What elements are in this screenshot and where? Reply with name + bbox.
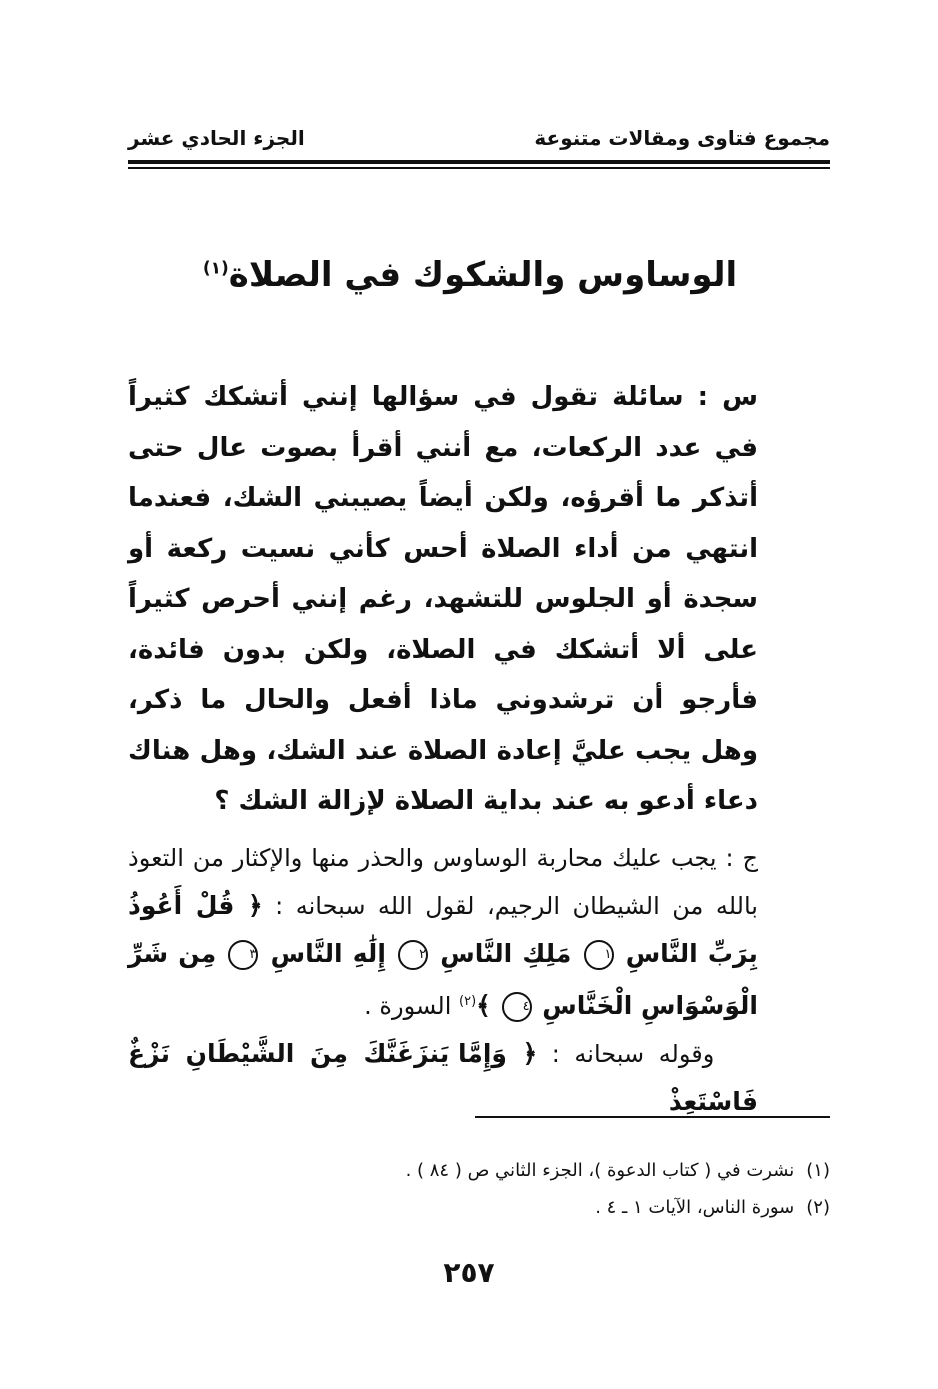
quran-open-bracket: ﴿ [247, 891, 263, 920]
header-rule-thick [128, 160, 830, 164]
question-paragraph: س : سائلة تقول في سؤالها إنني أتشكك كثيراً في عدد الركعات، مع أنني أقرأ بصوت عال حتى أتذكر ما أقرؤه، ولكن أيضاً يصيبني الشك، فعندما انتهي من أداء الصلاة أحس كأني نسيت ركعة أو سجدة أو الجلوس للتشهد، رغم إنني أحرص كثيراً على ألا أتشكك في الصلاة، ولكن بدون فائدة، فأرجو أن ترشدوني ماذا أفعل والحال ما ذكر، وهل يجب عليَّ إعادة الصلاة عند الشك، وهل هناك دعاء أدعو به عند بداية الصلاة لإزالة الشك ؟ [128, 382, 758, 816]
footnote-ref-2: (٢) [459, 994, 477, 1009]
footnote-number: (١) [806, 1160, 830, 1181]
verse-2: مَلِكِ النَّاسِ [440, 939, 572, 968]
ayah-number-4: ٤ [502, 992, 532, 1022]
ayah-number-2: ٢ [398, 940, 428, 970]
footnote-text: نشرت في ( كتاب الدعوة )، الجزء الثاني ص ( ٨٤ ) . [405, 1160, 795, 1181]
header-rule-thin [128, 167, 830, 169]
second-intro: وقوله سبحانه : [551, 1040, 715, 1068]
verse-5: وَإِمَّا يَنزَغَنَّكَ مِنَ الشَّيْطَانِ نَزْغٌ فَاسْتَعِذْ [128, 1039, 758, 1116]
page-number: ٢٥٧ [443, 1256, 495, 1289]
quran-close-bracket: ﴾ [476, 991, 491, 1020]
title-text: الوساوس والشكوك في الصلاة [228, 255, 738, 295]
footnote-2 [250, 1189, 830, 1226]
footnote-number: (٢) [806, 1197, 830, 1218]
ayah-number-1: ١ [584, 940, 614, 970]
quran-open-bracket-2: ﴿ [522, 1039, 538, 1068]
ayah-number-3: ٣ [228, 940, 258, 970]
footnote-1 [250, 1152, 830, 1189]
answer-intro: ج : يجب عليك محاربة الوساوس والحذر منها والإكثار من التعوذ بالله من الشيطان الرجيم، لقول الله سبحانه : [128, 844, 758, 920]
running-header [128, 118, 830, 158]
footnote-rule [475, 1116, 830, 1118]
footnote-text: سورة الناس، الآيات ١ ـ ٤ . [595, 1197, 795, 1218]
book-title: مجموع فتاوى ومقالات متنوعة [534, 126, 830, 150]
page-title [180, 255, 760, 295]
answer-paragraph [128, 834, 758, 1126]
volume-title: الجزء الحادي عشر [128, 126, 305, 150]
footnotes [250, 1152, 830, 1226]
verse-1: قُلْ أَعُوذُ بِرَبِّ النَّاسِ [128, 891, 758, 968]
verse-4: مِن شَرِّ الْوَسْوَاسِ الْخَنَّاسِ [128, 939, 758, 1020]
title-footnote-mark: (١) [202, 258, 229, 279]
after-quote-text: السورة . [364, 992, 452, 1020]
verse-3: إِلَٰهِ النَّاسِ [270, 939, 386, 968]
